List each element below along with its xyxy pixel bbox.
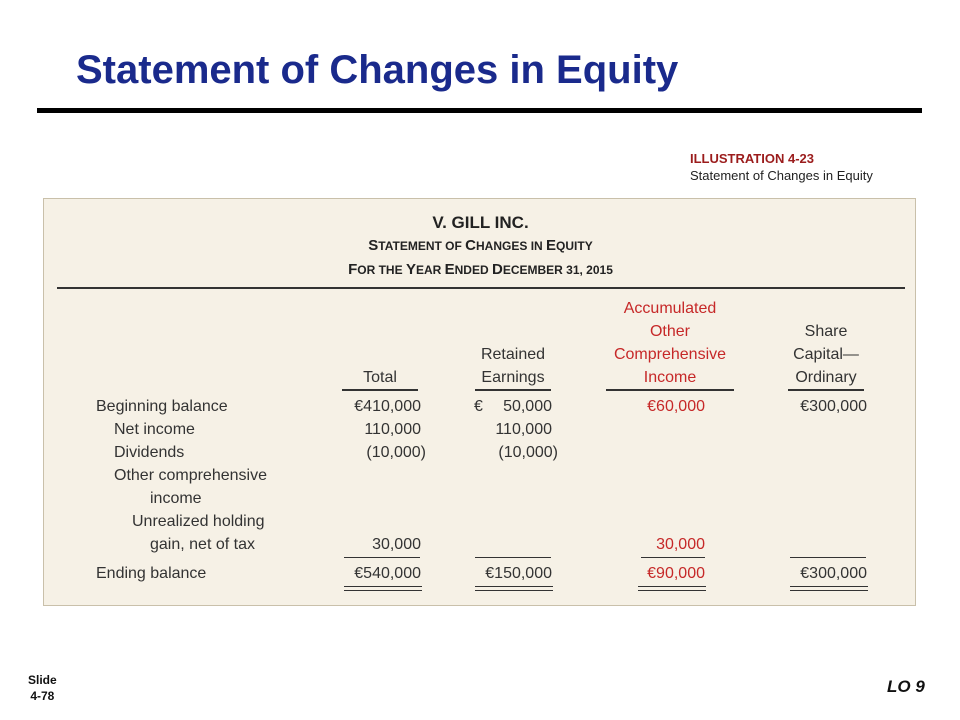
illustration-label: ILLUSTRATION 4-23 xyxy=(690,151,814,166)
statement-period: FOR THE YEAR ENDED DECEMBER 31, 2015 xyxy=(348,261,613,278)
value-total-beginning: €410,000 xyxy=(354,398,421,415)
row-label-oci-cont: income xyxy=(150,490,202,507)
row-label-unrealized: Unrealized holding xyxy=(132,513,265,530)
row-label-ending-balance: Ending balance xyxy=(96,565,207,582)
double-underline xyxy=(638,586,706,591)
row-label-net-income: Net income xyxy=(114,421,195,438)
row-label-dividends: Dividends xyxy=(114,444,185,461)
subtotal-line xyxy=(641,557,705,558)
value-total-net-income: 110,000 xyxy=(364,421,421,438)
illustration-caption-block xyxy=(690,150,873,184)
double-underline xyxy=(475,586,553,591)
value-total-unrealized: 30,000 xyxy=(372,536,421,553)
company-name: V. GILL INC. xyxy=(432,213,529,232)
value-total-dividends: (10,000) xyxy=(366,444,426,461)
double-underline xyxy=(344,586,422,591)
column-header-aoci: Accumulated Other Comprehensive Income xyxy=(613,300,727,386)
value-retained-dividends: (10,000) xyxy=(498,444,558,461)
subtotal-line xyxy=(475,557,551,558)
slide-number: Slide 4-78 xyxy=(28,673,57,703)
header-divider xyxy=(57,287,905,289)
value-aoci-beginning: €60,000 xyxy=(647,398,705,415)
value-aoci-ending: €90,000 xyxy=(647,565,705,582)
subtotal-line xyxy=(790,557,866,558)
row-label-unrealized-cont: gain, net of tax xyxy=(150,536,255,553)
column-header-underline xyxy=(606,389,734,391)
subtotal-line xyxy=(344,557,420,558)
column-header-underline xyxy=(788,389,864,391)
value-retained-beginning: 50,000 xyxy=(503,398,552,415)
row-label-beginning-balance: Beginning balance xyxy=(96,398,228,415)
row-label-oci: Other comprehensive xyxy=(114,467,267,484)
slide-title: Statement of Changes in Equity xyxy=(76,48,679,92)
column-header-retained-earnings: Retained Earnings xyxy=(480,346,546,386)
value-share-ending: €300,000 xyxy=(800,565,867,582)
value-retained-ending: €150,000 xyxy=(485,565,552,582)
value-total-ending: €540,000 xyxy=(354,565,421,582)
column-header-underline xyxy=(342,389,418,391)
title-divider xyxy=(37,108,922,113)
statement-title: STATEMENT OF CHANGES IN EQUITY xyxy=(368,237,593,254)
value-aoci-unrealized: 30,000 xyxy=(656,536,705,553)
value-share-beginning: €300,000 xyxy=(800,398,867,415)
currency-symbol-retained: € xyxy=(474,398,483,415)
column-header-underline xyxy=(475,389,551,391)
value-retained-net-income: 110,000 xyxy=(495,421,552,438)
statement-panel xyxy=(43,198,916,606)
double-underline xyxy=(790,586,868,591)
learning-objective: LO 9 xyxy=(887,677,925,696)
column-header-total: Total xyxy=(363,369,397,386)
illustration-caption: Statement of Changes in Equity xyxy=(690,168,873,183)
column-header-share-capital: Share Capital— Ordinary xyxy=(793,323,859,386)
